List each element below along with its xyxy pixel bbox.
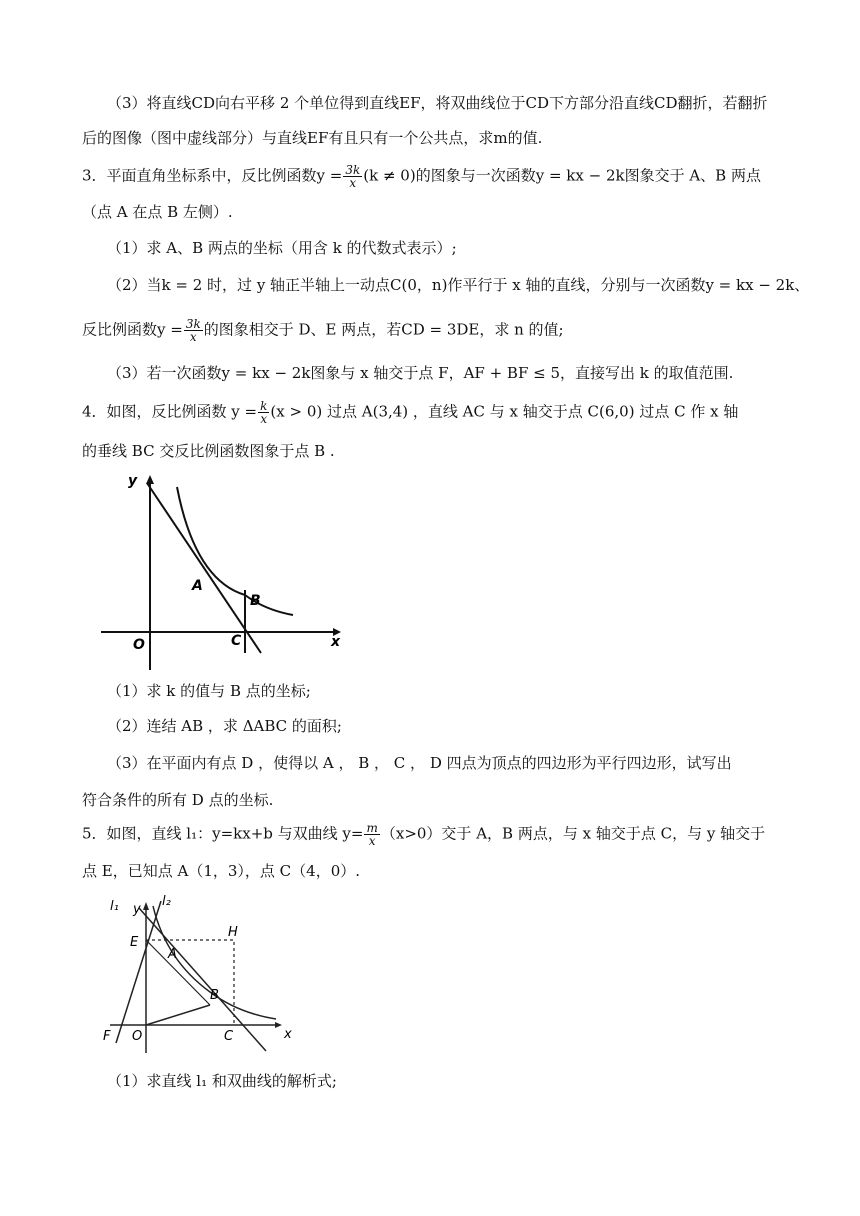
q3-part2-line2 — [82, 318, 564, 343]
q5-frac-den: x — [368, 834, 376, 848]
q5-label-l1: l₁ — [110, 899, 119, 914]
q5-label-y: y — [133, 902, 141, 917]
q4-part3-line2: 符合条件的所有 D 点的坐标. — [82, 791, 274, 809]
q4-stem-text-b: (x > 0) 过点 A(3,4) ，直线 AC 与 x 轴交于点 C(6,0) 过点 C 作 x 轴 — [270, 402, 739, 421]
q4-label-c: C — [231, 633, 242, 649]
q3-part2-text-b: 的图象相交于 D、E 两点，若CD = 3DE，求 n 的值; — [203, 320, 564, 339]
q4-line-ac — [147, 483, 261, 653]
q4-label-o: O — [133, 637, 145, 653]
q5-segment-eb — [146, 940, 210, 1005]
q4-part3-line1: （3）在平面内有点 D ，使得以 A ， B ， C ， D 四点为顶点的四边形为平行四边形，试写出 — [107, 754, 732, 772]
q3-stem-fraction — [343, 164, 362, 189]
q4-part2: （2）连结 AB ，求 ΔABC 的面积; — [107, 717, 342, 735]
q4-label-x: x — [331, 634, 341, 650]
q3-part2-text-a: 反比例函数y = — [82, 320, 183, 339]
q3-part1: （1）求 A、B 两点的坐标（用含 k 的代数式表示）; — [107, 239, 457, 257]
q3-stem-text-b: (k ≠ 0)的图象与一次函数y = kx − 2k图象交于 A、B 两点 — [363, 166, 761, 185]
q5-part1: （1）求直线 l₁ 和双曲线的解析式; — [107, 1072, 337, 1090]
q5-stem-text-b: （x>0）交于 A，B 两点，与 x 轴交于点 C，与 y 轴交于 — [380, 824, 766, 843]
q5-label-a: A — [168, 947, 177, 962]
q5-label-c: C — [224, 1029, 234, 1044]
q5-stem-text-a: 5．如图，直线 l₁：y=kx+b 与双曲线 y= — [82, 824, 364, 843]
q5-figure — [98, 888, 298, 1058]
q4-frac-den: x — [260, 412, 268, 426]
q4-stem-line1 — [82, 400, 738, 425]
q4-y-arrow — [146, 475, 154, 484]
q5-frac-num: m — [366, 821, 378, 835]
q3-part3: （3）若一次函数y = kx − 2k图象与 x 轴交于点 F，AF + BF ≤ 5，直接写出 k 的取值范围. — [107, 364, 734, 382]
q3-part2-fraction — [184, 318, 203, 343]
q4-stem-line2: 的垂线 BC 交反比例函数图象于点 B . — [82, 442, 335, 460]
q5-label-b: B — [210, 988, 219, 1003]
q3-stem-line1 — [82, 164, 761, 189]
q3-frac-den: x — [349, 176, 357, 190]
q5-stem-line1 — [82, 822, 765, 847]
q2-part3-line1: （3）将直线CD向右平移 2 个单位得到直线EF，将双曲线位于CD下方部分沿直线CD翻折，若翻折 — [107, 94, 768, 112]
q4-label-y: y — [128, 473, 138, 489]
q5-label-l2: l₂ — [162, 894, 171, 909]
q3-frac-num: 3k — [345, 163, 361, 177]
q5-line-l1 — [139, 908, 266, 1051]
q4-label-b: B — [250, 593, 261, 609]
q5-y-arrow — [143, 902, 149, 910]
q3-part2-frac-num: 3k — [185, 317, 201, 331]
q4-figure — [95, 465, 355, 680]
q3-stem-line2: （点 A 在点 B 左侧）. — [82, 203, 233, 221]
q4-stem-text-a: 4．如图，反比例函数 y = — [82, 402, 258, 421]
q4-frac-num: k — [260, 399, 268, 413]
q5-label-o: O — [132, 1029, 143, 1044]
q5-x-arrow — [275, 1022, 282, 1028]
q3-part2-frac-den: x — [189, 330, 197, 344]
q5-stem-line2: 点 E，已知点 A（1，3），点 C（4，0）. — [82, 862, 361, 880]
q5-stem-fraction — [364, 822, 379, 847]
q5-segment-ob — [146, 1005, 210, 1025]
q4-stem-fraction — [258, 400, 269, 425]
q5-label-e: E — [130, 935, 139, 950]
q3-part2-line1: （2）当k = 2 时，过 y 轴正半轴上一动点C(0，n)作平行于 x 轴的直线，分别与一次函数y = kx − 2k、 — [107, 276, 810, 294]
q4-part1: （1）求 k 的值与 B 点的坐标; — [107, 682, 311, 700]
q2-part3-line2: 后的图像（图中虚线部分）与直线EF有且只有一个公共点，求m的值. — [82, 129, 543, 147]
q4-label-a: A — [192, 578, 203, 594]
q5-label-h: H — [228, 925, 238, 940]
q3-stem-text-a: 3．平面直角坐标系中，反比例函数y = — [82, 166, 343, 185]
q4-hyperbola — [177, 487, 293, 615]
q5-label-x: x — [284, 1027, 292, 1042]
q5-label-f: F — [103, 1029, 111, 1044]
